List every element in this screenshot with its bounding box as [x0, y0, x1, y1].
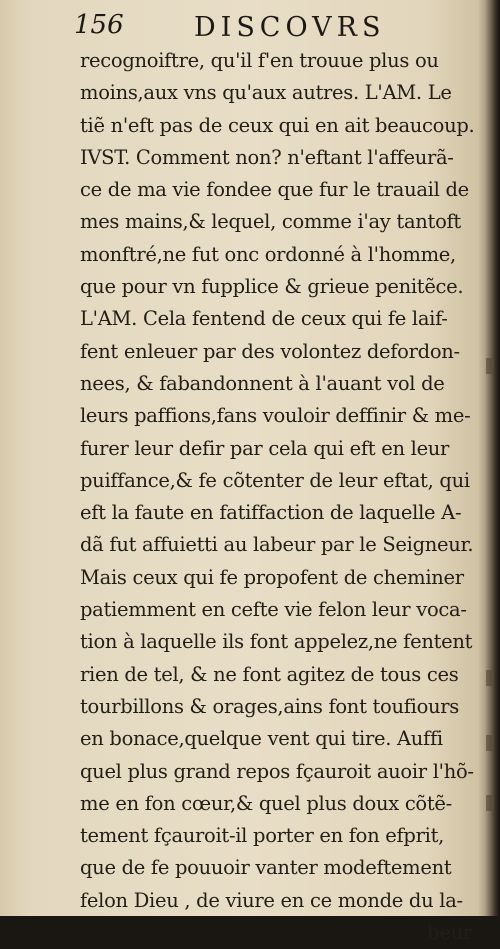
margin-mark [486, 358, 492, 374]
text-line: recognoiftre, qu'il f'en trouue plus ou [80, 49, 439, 72]
text-line: rien de tel, & ne font agitez de tous ces [80, 662, 459, 686]
text-line: Mais ceux qui fe propofent de cheminer [80, 565, 464, 589]
text-line: L'AM. Cela fentend de ceux qui fe laif- [80, 307, 448, 331]
text-line: ce de ma vie fondee que fur le trauail de [80, 178, 469, 202]
text-line: en bonace,quelque vent qui tire. Auffi [80, 727, 443, 751]
text-line: tourbillons & orages,ains font toufiours [80, 694, 460, 718]
text-line: patiemment en cefte vie felon leur voca- [80, 598, 467, 622]
text-line: tion à laquelle ils font appelez,ne fentent [80, 630, 473, 654]
text-line: quel plus grand repos fçauroit auoir l'hõ- [80, 759, 474, 783]
page-number: 156 [74, 10, 124, 40]
text-line: tement fçauroit-il porter en fon efprit, [80, 824, 445, 848]
text-line: que de fe pouuoir vanter modeftement [80, 856, 452, 880]
page-header [74, 8, 474, 44]
text-line: fent enleuer par des volontez defordon- [80, 339, 460, 363]
catchword: beur [427, 921, 472, 945]
text-line: nees, & fabandonnent à l'auant vol de [80, 371, 445, 395]
text-line: IVST. Comment non? n'eftant l'affeurã- [80, 145, 454, 169]
margin-mark [486, 795, 492, 811]
margin-mark [486, 735, 492, 751]
text-line: mes mains,& lequel, comme i'ay tantoft [80, 210, 461, 234]
text-line: que pour vn fupplice & grieue penitẽce. [80, 275, 464, 299]
running-head: DISCOVRS [194, 12, 386, 43]
text-line: tiẽ n'eft pas de ceux qui en ait beaucoup. [80, 113, 475, 137]
margin-mark [486, 670, 492, 686]
text-line: monftré,ne fut onc ordonné à l'homme, [80, 242, 456, 266]
text-line: me en fon cœur,& quel plus doux cõtẽ- [80, 791, 452, 815]
text-line: felon Dieu , de viure en ce monde du la- [80, 888, 463, 912]
text-line: leurs paffions,fans vouloir deffinir & me- [80, 404, 471, 428]
text-line: puiffance,& fe cõtenter de leur eftat, qui [80, 468, 470, 492]
text-line: eft la faute en fatiffaction de laquelle A- [80, 501, 462, 525]
text-block [80, 45, 490, 949]
text-line: furer leur defir par cela qui eft en leur [80, 436, 450, 460]
text-line: moins,aux vns qu'aux autres. L'AM. Le [80, 81, 452, 105]
text-line: dã fut affuietti au labeur par le Seigneur. [80, 533, 474, 557]
